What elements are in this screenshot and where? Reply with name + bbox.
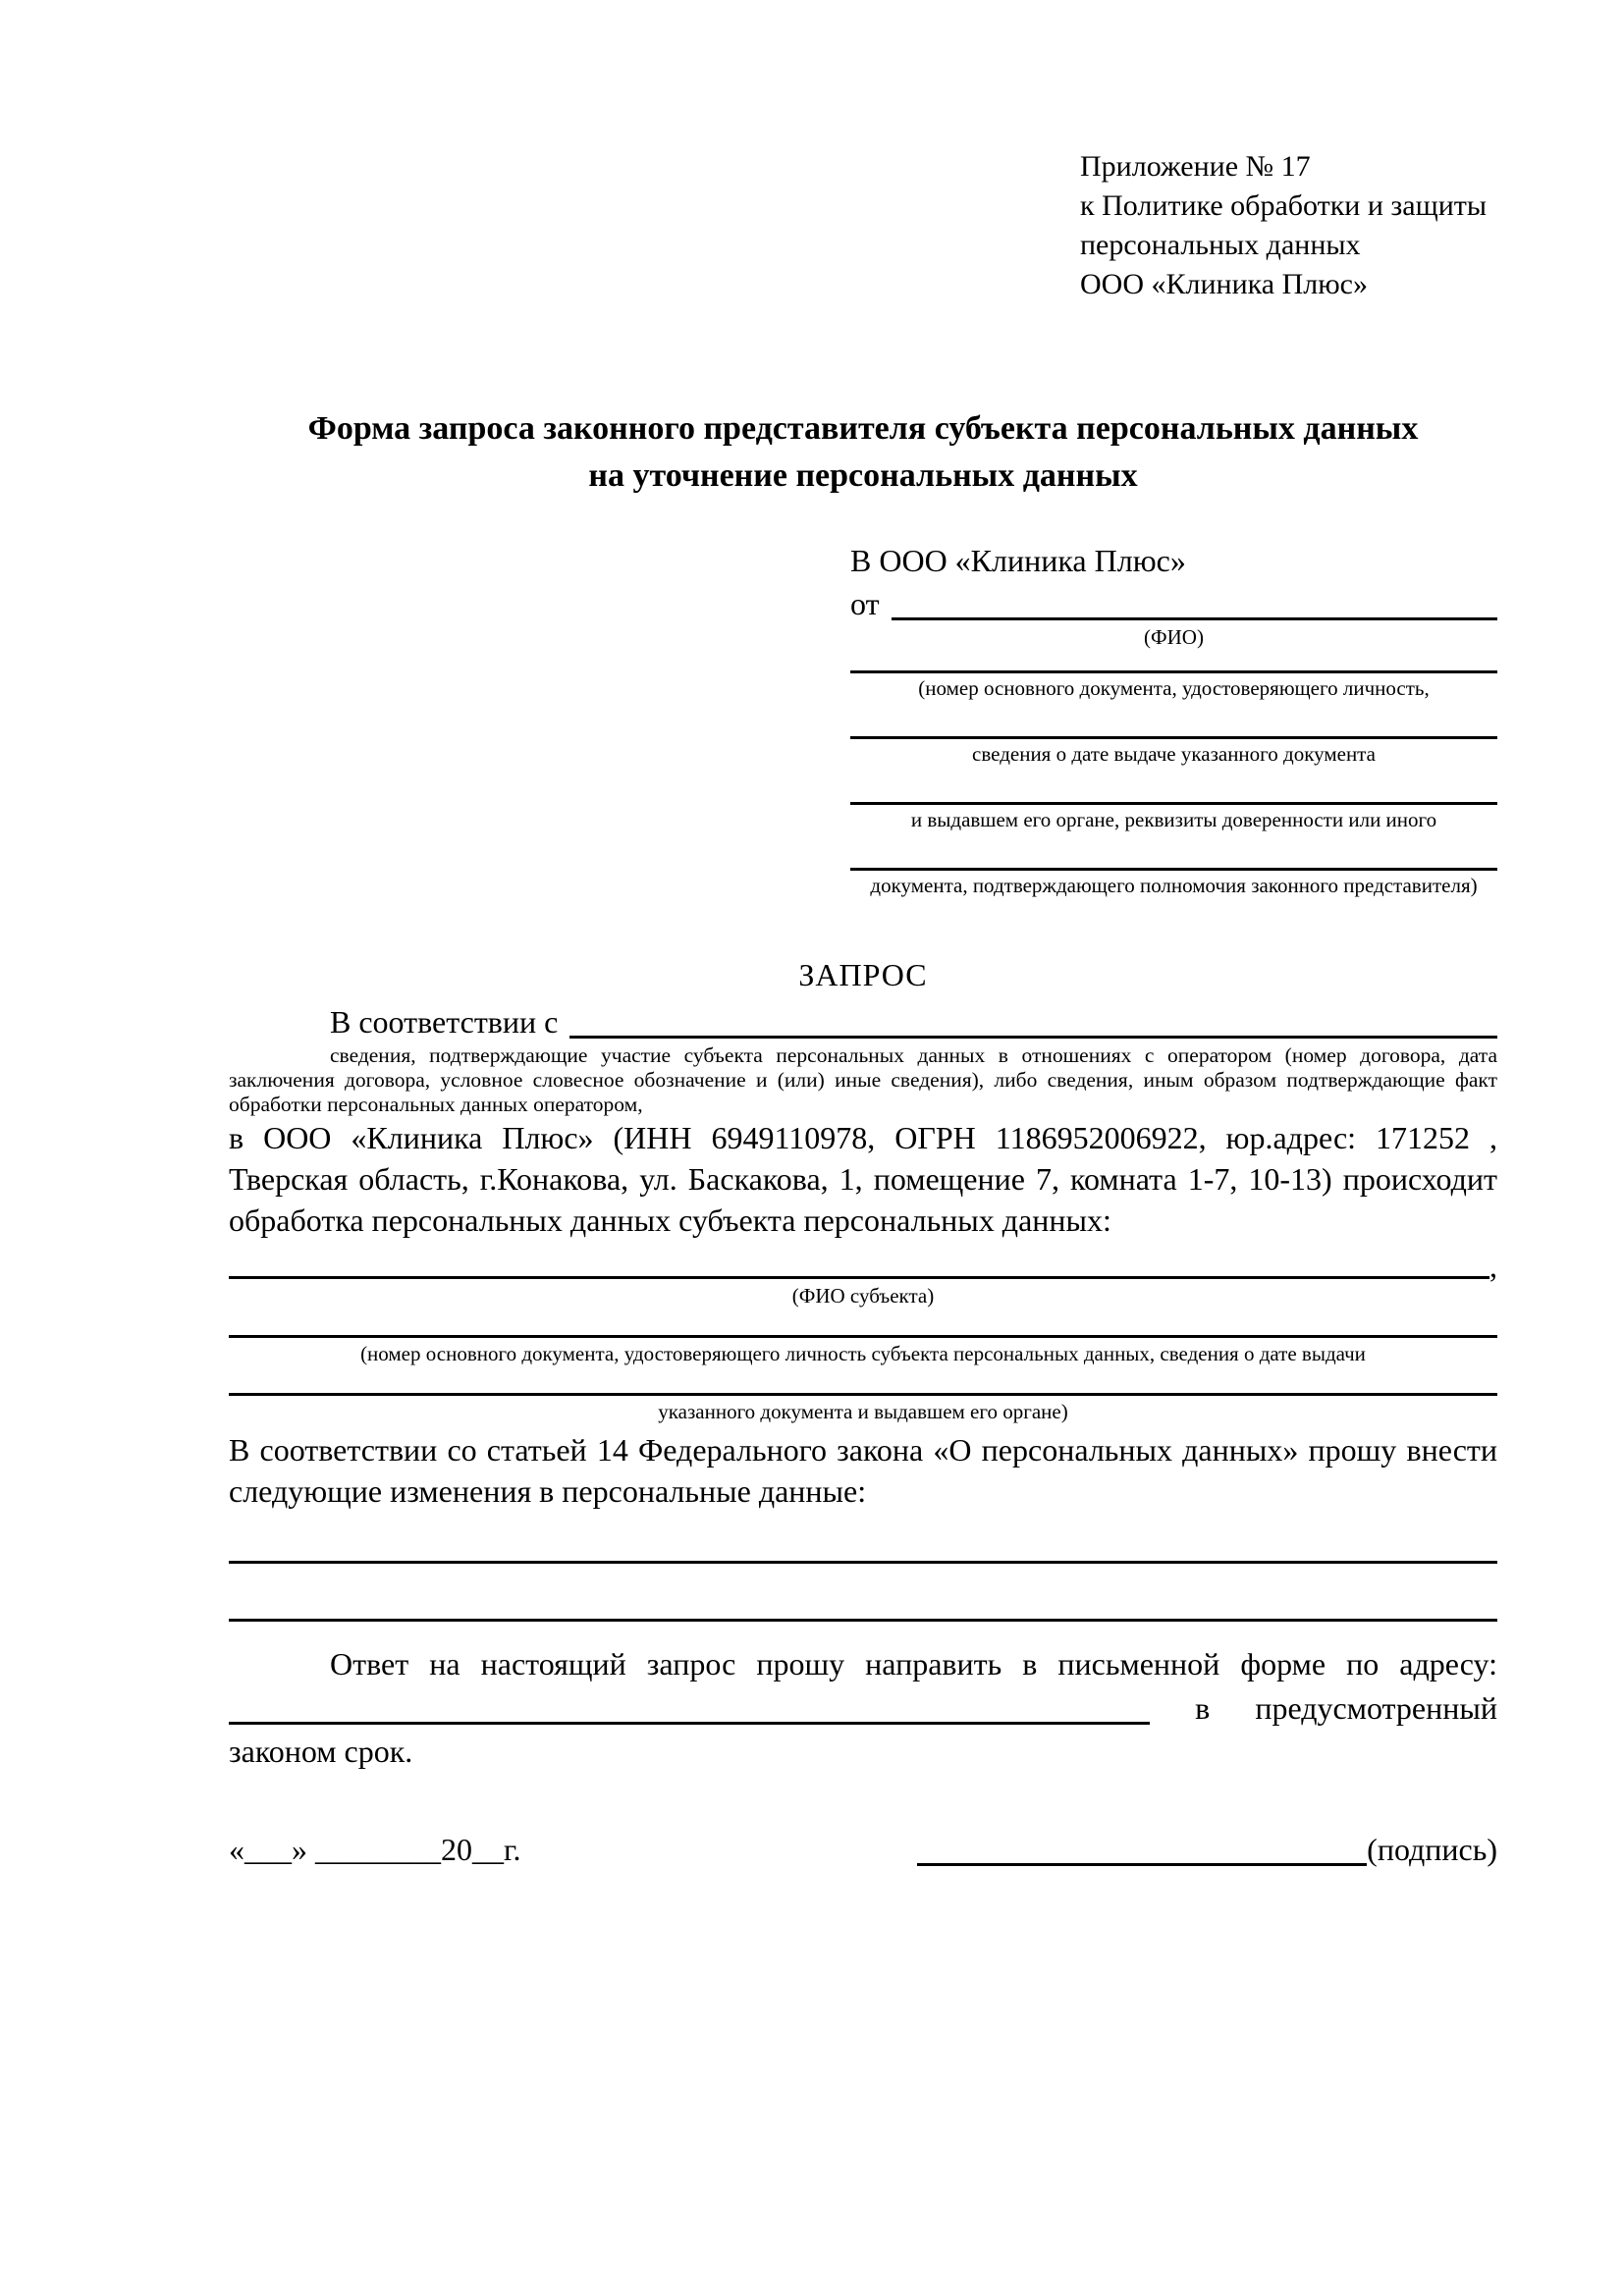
field-caption: документа, подтверждающего полномочия законного представителя): [870, 874, 1478, 897]
write-line: [229, 1393, 1497, 1396]
addressee-to: В ООО «Клиника Плюс»: [850, 543, 1186, 578]
appendix-line-1: Приложение № 17: [1080, 150, 1311, 183]
addressee-block: [850, 539, 1497, 897]
date-field: «___» ________20__г.: [229, 1832, 521, 1867]
document-title-line-1: Форма запроса законного представителя субъекта персональных данных: [307, 410, 1419, 447]
basis-label: В соответствии с: [330, 1004, 559, 1040]
request-heading: ЗАПРОС: [798, 957, 928, 992]
representative-doc-field-1: [850, 670, 1497, 700]
from-label: от: [850, 586, 880, 621]
signature-write-line: [917, 1863, 1367, 1866]
appendix-line-3: персональных данных: [1080, 229, 1361, 261]
operator-paragraph: в ООО «Клиника Плюс» (ИНН 6949110978, ОГРН 1186952006922, юр.адрес: 171252 , Тверская область, г.Конакова, ул. Баскакова, 1, помещение 7, комната 1-7, 10-13) происходит обработка персональных данных субъекта персональных данных:: [229, 1120, 1497, 1238]
appendix-header: [1080, 147, 1497, 304]
write-line: [850, 802, 1497, 805]
answer-paragraph: Ответ на настоящий запрос прошу направить в письменной форме по адресу:: [330, 1646, 1497, 1682]
fio-caption: (ФИО): [1144, 625, 1204, 649]
field-caption: указанного документа и выдавшем его органе): [658, 1400, 1068, 1423]
answer-word-in: в: [1195, 1690, 1211, 1726]
subject-fio-write-line: [229, 1276, 1489, 1279]
answer-word-term: предусмотренный: [1255, 1690, 1497, 1726]
write-line: [850, 736, 1497, 739]
document-title-line-2: на уточнение персональных данных: [588, 457, 1138, 494]
address-write-line: [229, 1722, 1150, 1725]
signature-caption: (подпись): [1367, 1832, 1497, 1867]
write-line: [229, 1335, 1497, 1338]
subject-doc-field-2: [229, 1393, 1497, 1423]
basis-footnote: сведения, подтверждающие участие субъекта персональных данных в отношениях с оператором (номер договора, дата заключения договора, условное словесное обозначение и (или) иные сведения), либо сведения, иным образом подтверждающие факт обработки персональных данных оператором,: [229, 1043, 1497, 1116]
from-row: [850, 582, 1497, 625]
law-paragraph: В соответствии со статьей 14 Федерального закона «О персональных данных» прошу внести следующие изменения в персональные данные:: [229, 1432, 1497, 1509]
basis-write-line: [569, 1036, 1497, 1039]
representative-doc-field-4: [850, 868, 1497, 897]
write-line: [850, 670, 1497, 673]
date-signature-row: [229, 1828, 1497, 1871]
document-title: [229, 405, 1497, 500]
subject-fio-caption: (ФИО субъекта): [791, 1284, 935, 1308]
document-content: [229, 0, 1497, 1871]
subject-doc-field-1: [229, 1335, 1497, 1365]
subject-fio-row: [229, 1249, 1497, 1284]
field-caption: сведения о дате выдаче указанного документа: [972, 742, 1376, 766]
trailing-comma: ,: [1489, 1249, 1497, 1284]
representative-doc-field-2: [850, 736, 1497, 766]
field-caption: (номер основного документа, удостоверяющего личность,: [918, 676, 1430, 700]
changes-write-line-2: [229, 1619, 1497, 1622]
appendix-line-4: ООО «Клиника Плюс»: [1080, 268, 1368, 300]
representative-doc-field-3: [850, 802, 1497, 831]
basis-row: [229, 1000, 1497, 1043]
fio-write-line: [892, 617, 1497, 620]
appendix-line-2: к Политике обработки и защиты: [1080, 189, 1488, 222]
address-row: [229, 1686, 1497, 1730]
field-caption: и выдавшем его органе, реквизиты доверенности или иного: [910, 808, 1437, 831]
write-line: [850, 868, 1497, 871]
changes-write-line-1: [229, 1561, 1497, 1564]
field-caption: (номер основного документа, удостоверяющего личность субъекта персональных данных, сведения о дате выдачи: [360, 1342, 1366, 1365]
answer-paragraph-end: законом срок.: [229, 1734, 413, 1769]
